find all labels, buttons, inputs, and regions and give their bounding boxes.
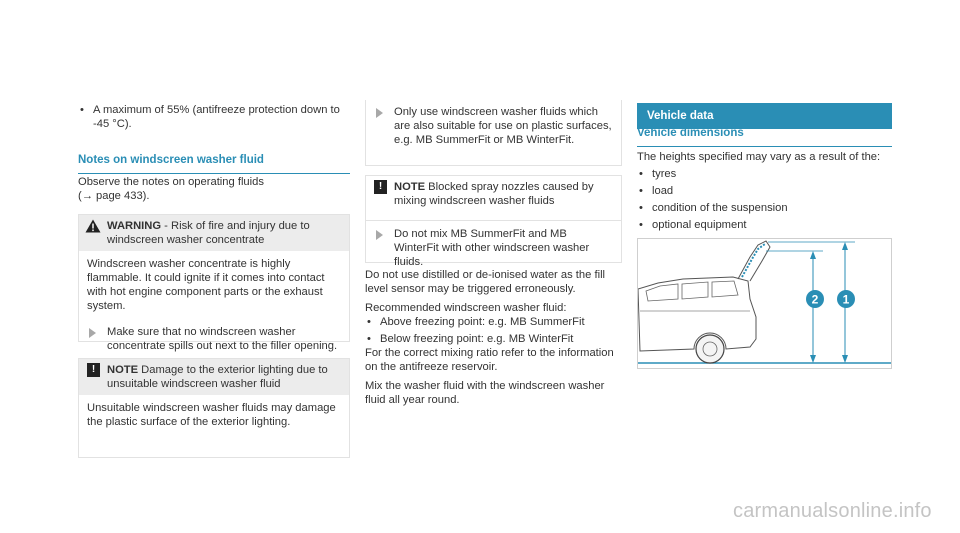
- note-action-text: Do not mix MB SummerFit and MB WinterFit with other windscreen washer fluids.: [394, 228, 590, 268]
- col1-intro: [78, 175, 328, 203]
- bullet-tyres: • tyres: [637, 167, 892, 181]
- col1-bullet: [78, 103, 350, 131]
- warning-action: [79, 325, 349, 353]
- marker-2-label: 2: [811, 292, 819, 307]
- dimension-arrow-top-1: [842, 242, 848, 250]
- warning-action-text: Make sure that no windscreen washer concentrate spills out next to the filler opening.: [107, 326, 338, 352]
- mixing-ratio-text: For the correct mixing ratio refer to the information on the antifreeze reservoir.: [365, 347, 614, 373]
- warning-triangle-icon: [85, 219, 101, 233]
- warning-header: [79, 215, 349, 251]
- dimension-arrow-bottom-1: [842, 355, 848, 363]
- col3-text: [637, 150, 892, 232]
- watermark: carmanualsonline.info: [733, 500, 932, 522]
- car-window-middle: [682, 282, 708, 299]
- vehicle-dimensions-heading: Vehicle dimensions: [637, 126, 892, 147]
- action-arrow-icon: [376, 108, 383, 118]
- exclamation-icon: !: [374, 180, 387, 194]
- action-arrow-icon: [89, 328, 96, 338]
- warning-box: [78, 214, 350, 352]
- fluid-bullet-summer: • Above freezing point: e.g. MB SummerFit: [365, 315, 622, 329]
- col2-text: [365, 268, 622, 407]
- car-window-front: [646, 284, 678, 301]
- action-box-top: [365, 100, 622, 166]
- note-body: Unsuitable windscreen washer fluids may damage the plastic surface of the exterior lighting.: [87, 402, 336, 428]
- action-fluids: [366, 100, 621, 147]
- bullet-suspension: • condition of the suspension: [637, 201, 892, 215]
- vehicle-data-banner: Vehicle data: [637, 103, 892, 129]
- vehicle-height-figure: [637, 238, 892, 369]
- action-fluids-text: Only use windscreen washer fluids which are also suitable for use on plastic surfaces, e.g. MB SummerFit or MB WinterFit.: [394, 106, 612, 146]
- dimension-arrow-bottom-2: [810, 355, 816, 363]
- warning-tag: WARNING: [107, 220, 162, 232]
- tailgate-edge: [742, 244, 765, 277]
- marker-1-label: 1: [842, 292, 850, 307]
- fluid-bullet-winter: • Below freezing point: e.g. MB WinterFit: [365, 332, 622, 346]
- page-reference[interactable]: (→ page 433).: [78, 190, 150, 202]
- bullet-load: • load: [637, 184, 892, 198]
- washer-fluid-heading: Notes on windscreen washer fluid: [78, 153, 350, 174]
- rear-wheel: [696, 335, 724, 363]
- note-title: Blocked spray nozzles caused by mixing windscreen washer fluids: [394, 181, 594, 207]
- note-header-nozzles: [366, 176, 621, 212]
- note-title: Damage to the exterior lighting due to unsuitable windscreen washer fluid: [107, 364, 328, 390]
- intro-text: Observe the notes on operating fluids: [78, 176, 264, 188]
- bullet-equipment: • optional equipment: [637, 218, 892, 232]
- mix-year-round-text: Mix the washer fluid with the windscreen washer fluid all year round.: [365, 380, 605, 406]
- note-tag: NOTE: [107, 364, 139, 376]
- action-arrow-icon: [376, 230, 383, 240]
- tailgate-outline: [738, 241, 770, 281]
- note-tag: NOTE: [394, 181, 426, 193]
- vehicle-rear-diagram: [638, 239, 891, 368]
- heights-intro: The heights specified may vary as a result of the:: [637, 151, 881, 163]
- warning-title: - Risk of fire and injury due to windscreen washer concentrate: [107, 220, 310, 246]
- antifreeze-bullet: • A maximum of 55% (antifreeze protection down to -45 °C).: [78, 103, 350, 131]
- note-box-lighting: [78, 358, 350, 458]
- distilled-water-text: Do not use distilled or de-ionised water as the fill level sensor may be triggered erroneously.: [365, 269, 606, 295]
- dimension-arrow-top-2: [810, 251, 816, 259]
- note-header-lighting: [79, 359, 349, 395]
- warning-body: Windscreen washer concentrate is highly flammable. It could ignite if it comes into contact with hot engine component parts or the exhaust system.: [87, 258, 325, 312]
- exclamation-icon: !: [87, 363, 100, 377]
- note-box-nozzles: [365, 175, 622, 268]
- car-body-outline: [638, 277, 756, 351]
- note-action-nozzles: [366, 220, 621, 269]
- car-window-rear: [712, 281, 738, 297]
- recommended-fluid-text: Recommended windscreen washer fluid:: [365, 302, 567, 314]
